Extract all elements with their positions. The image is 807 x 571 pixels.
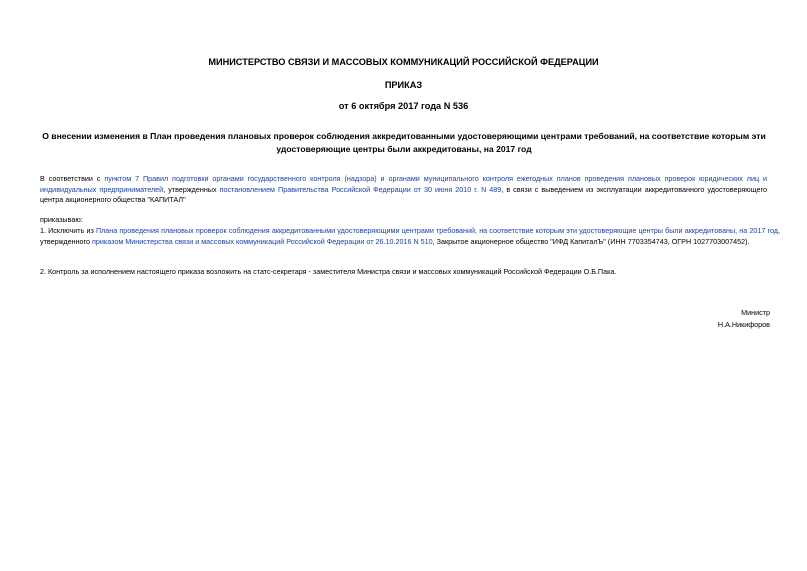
basis-lead: В соответствии с: [40, 174, 105, 183]
item-1-plan-link[interactable]: Плана проведения плановых проверок соблюдения аккредитованными удостоверяющими центрами требований, на соответствие которым эти удостоверяющие центры были аккредитованы, на 2017 год: [95, 226, 778, 235]
item-1-paragraph: [40, 226, 780, 247]
basis-paragraph: [40, 174, 767, 206]
ministry-name: МИНИСТЕРСТВО СВЯЗИ И МАССОВЫХ КОММУНИКАЦИЙ РОССИЙСКОЙ ФЕДЕРАЦИИ: [208, 57, 599, 67]
document-date-number: от 6 октября 2017 года N 536: [338, 101, 469, 111]
basis-mid: , утвержденных: [163, 184, 220, 194]
item-1-order-link[interactable]: приказом Министерства связи и массовых коммуникаций Российской Федерации от 26.10.2016 N 510: [92, 236, 433, 246]
document-title: О внесении изменения в План проведения плановых проверок соблюдения аккредитованными удостоверяющими центрами требований, на соответствие которым эти удостоверяющие центры были аккредитованы, на 2017 год: [42, 131, 766, 154]
signatory-position: Министр: [741, 308, 770, 317]
basis-rules-link[interactable]: пунктом 7 Правил подготовки органами государственного контроля (надзора) и органами муниципального контроля ежегодных планов проведения плановых проверок юридических лиц и индивидуальных предпринимателей: [40, 174, 767, 194]
orders-word: приказываю:: [40, 215, 83, 224]
item-1-lead: 1. Исключить из: [40, 226, 96, 235]
item-1-tail: , Закрытое акционерное общество "ИФД КапиталЪ" (ИНН 7703354743, ОГРН 1027703007452).: [432, 236, 750, 246]
item-1-mid: , утвержденного: [40, 226, 780, 246]
basis-tail: , в связи с выведением из эксплуатации аккредитованного удостоверяющего центра акционерного общества "КАПИТАЛ": [40, 184, 767, 204]
basis-resolution-link[interactable]: постановлением Правительства Российской Федерации от 30 июня 2010 г. N 489: [219, 184, 502, 194]
signatory-name: Н.А.Никифоров: [717, 320, 770, 329]
document-type: ПРИКАЗ: [384, 80, 423, 90]
item-2-paragraph: 2. Контроль за исполнением настоящего приказа возложить на статс-секретаря - заместителя Министра связи и массовых коммуникаций Российской Федерации О.Б.Пака.: [40, 267, 617, 276]
